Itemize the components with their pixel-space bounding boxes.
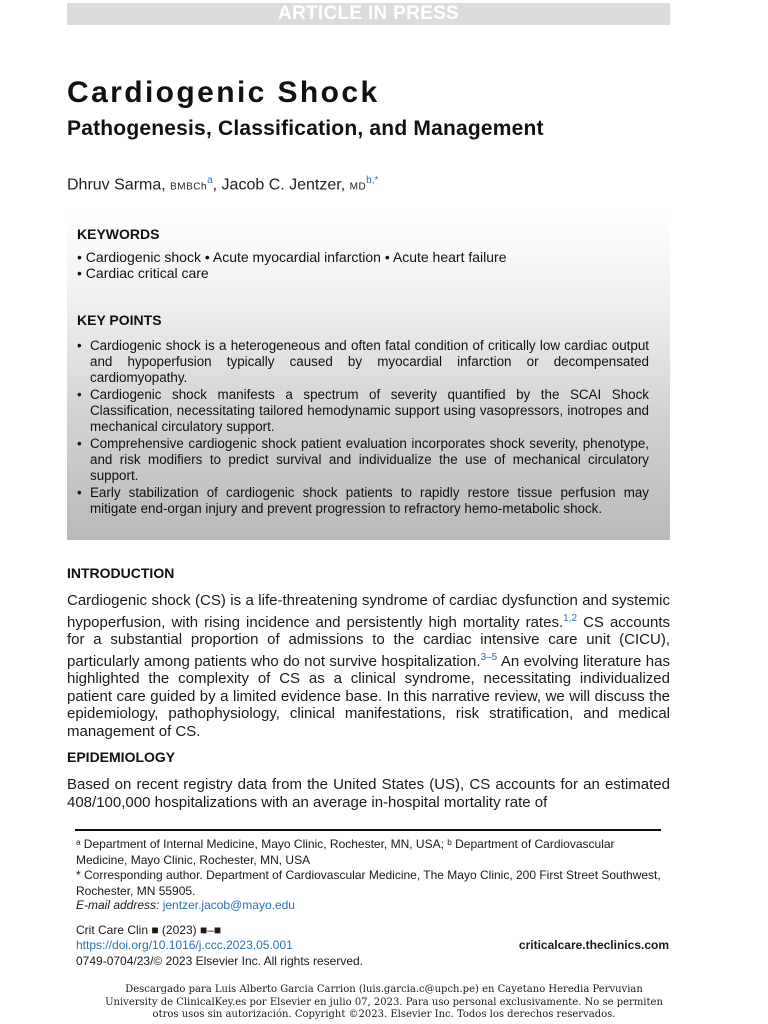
- keywords-line-1: • Cardiogenic shock • Acute myocardial infarction • Acute heart failure: [77, 249, 507, 265]
- email-footnote: [76, 898, 662, 914]
- key-point-item: • Cardiogenic shock is a heterogeneous and often fatal condition of critically low cardiac output and hypoperfusion typically caused by myocardial infarction or decompensated cardiomyopathy.: [77, 338, 649, 386]
- key-points-heading: KEY POINTS: [77, 312, 162, 328]
- author-line: [67, 175, 378, 194]
- intro-text-3: An evolving literature has highlighted the complexity of CS as a clinical syndrome, necessitating individualized patient care guided by a limited evidence base. In this narrative review, we will discuss the epidemiology, pathophysiology, clinical manifestations, risk stratification, and medical management of CS.: [67, 652, 670, 740]
- issn-copyright-line: 0749-0704/23/© 2023 Elsevier Inc. All rights reserved.: [76, 954, 364, 968]
- author-separator: ,: [212, 176, 222, 194]
- footnote-divider: [75, 829, 661, 831]
- affiliations-footnote: ᵃ Department of Internal Medicine, Mayo Clinic, Rochester, MN, USA; ᵇ Department of Cardiovascular Medicine, Mayo Clinic, Rochester, MN, USA: [76, 837, 615, 867]
- doi-line: [76, 938, 293, 953]
- key-point-item: • Cardiogenic shock manifests a spectrum of severity quantified by the SCAI Shock Classification, necessitating tailored hemodynamic support using vasopressors, inotropes and mechanical circulatory support.: [77, 387, 649, 435]
- key-points-list: [77, 338, 649, 518]
- article-title: Cardiogenic Shock: [67, 76, 380, 109]
- keywords-keypoints-box: [67, 212, 670, 540]
- author-2-affiliation-link[interactable]: b,*: [366, 175, 379, 186]
- email-label: E-mail address:: [76, 898, 160, 912]
- author-2-degree: MD: [349, 181, 367, 193]
- doi-link[interactable]: https://doi.org/10.1016/j.ccc.2023.05.001: [76, 938, 293, 952]
- author-1-degree: BMBCh: [170, 181, 208, 193]
- keywords-heading: KEYWORDS: [77, 226, 160, 242]
- author-1-affiliation-link[interactable]: a: [207, 175, 213, 186]
- keywords-line-2: • Cardiac critical care: [77, 265, 209, 281]
- journal-website[interactable]: criticalcare.theclinics.com: [518, 938, 669, 952]
- citation-line: Crit Care Clin ■ (2023) ■–■: [76, 923, 222, 937]
- introduction-paragraph: [67, 592, 670, 740]
- epidemiology-paragraph: Based on recent registry data from the United States (US), CS accounts for an estimated 408/100,000 hospitalizations with an average in-hospital mortality rate of: [67, 776, 670, 811]
- epidemiology-heading: EPIDEMIOLOGY: [67, 749, 176, 765]
- reference-link[interactable]: 3–5: [480, 651, 498, 663]
- intro-text-2: CS accounts for a substantial proportion of admissions to the cardiac intensive care unit (CICU), particularly among patients who do not survive hospitalization.: [67, 613, 670, 670]
- key-point-item: • Early stabilization of cardiogenic shock patients to rapidly restore tissue perfusion may mitigate end-organ injury and prevent progression to refractory hemo-metabolic shock.: [77, 485, 649, 517]
- email-link[interactable]: jentzer.jacob@mayo.edu: [162, 898, 295, 912]
- download-notice: Descargado para Luis Alberto Garcia Carrion (luis.garcia.c@upch.pe) en Cayetano Heredia Pervuvian University de ClinicalKey.es por Elsevier en julio 07, 2023. Para uso personal exclusivamente. No se permiten otros usos sin autorización. Copyright ©2023. Elsevier Inc. Todos los derechos reservados.: [105, 984, 663, 1020]
- author-1-name: Dhruv Sarma,: [67, 176, 171, 194]
- intro-text-1: Cardiogenic shock (CS) is a life-threatening syndrome of cardiac dysfunction and systemic hypoperfusion, with rising incidence and persistently high mortality rates.: [67, 592, 670, 631]
- author-2-name: Jacob C. Jentzer,: [221, 176, 350, 194]
- article-in-press-banner: ARTICLE IN PRESS: [67, 3, 670, 25]
- reference-link[interactable]: 1,2: [563, 612, 578, 624]
- corresponding-author-footnote: * Corresponding author. Department of Cardiovascular Medicine, The Mayo Clinic, 200 First Street Southwest, Rochester, MN 55905.: [76, 868, 661, 898]
- article-subtitle: Pathogenesis, Classification, and Management: [67, 117, 544, 140]
- introduction-heading: INTRODUCTION: [67, 565, 175, 581]
- key-point-item: • Comprehensive cardiogenic shock patient evaluation incorporates shock severity, phenotype, and risk modifiers to predict survival and individualize the use of mechanical circulatory support.: [77, 436, 649, 484]
